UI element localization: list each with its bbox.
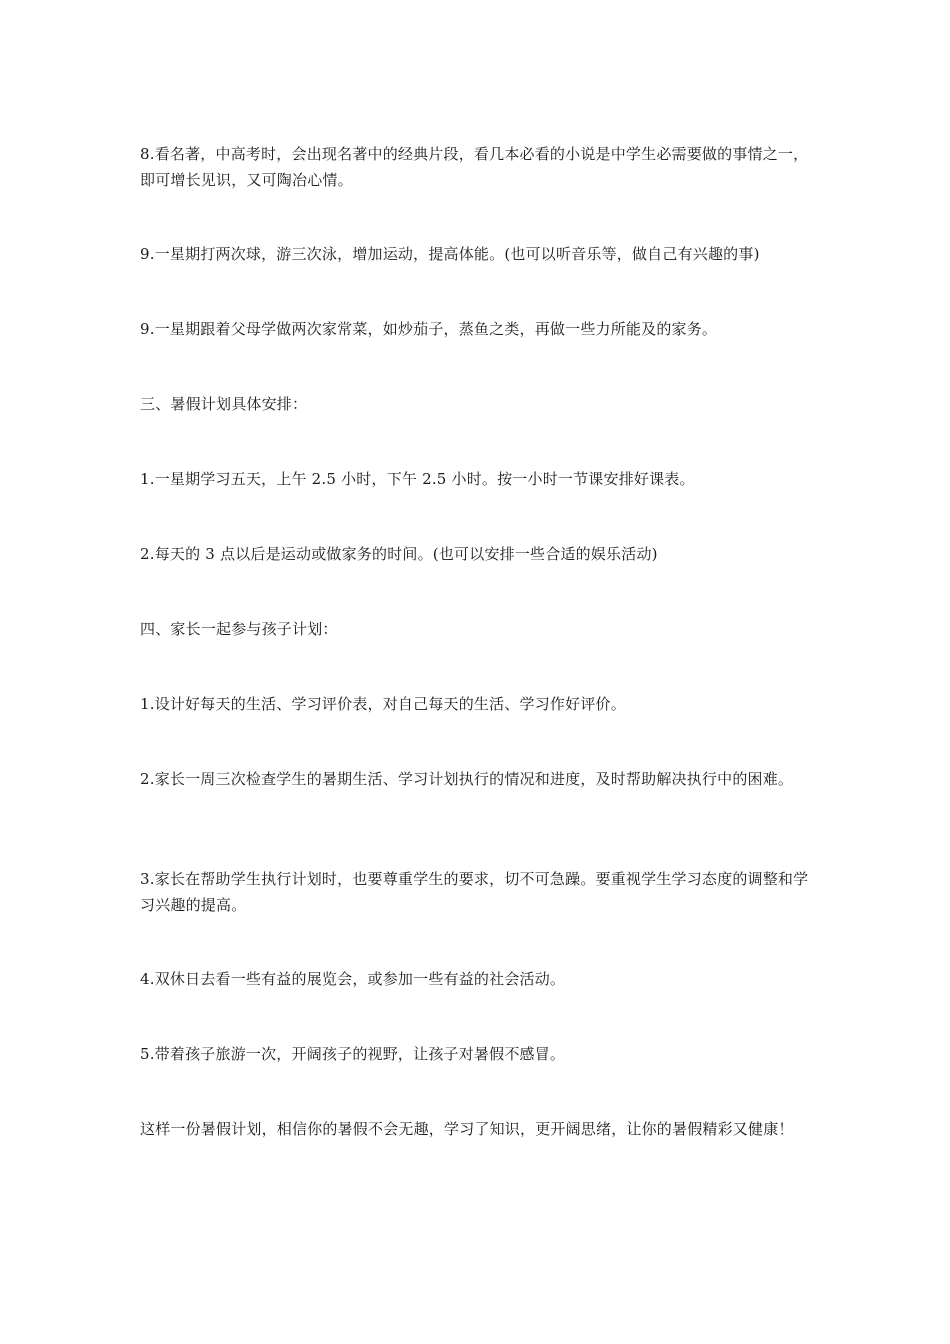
section-heading-schedule: 三、暑假计划具体安排：: [140, 395, 308, 413]
paragraph-study-days: 1.一星期学习五天，上午 2.5 小时，下午 2.5 小时。按一小时一节课安排好课表。: [140, 470, 695, 488]
paragraph-parent-checks: 2.家长一周三次检查学生的暑期生活、学习计划执行的情况和进度，及时帮助解决执行中的困难。: [140, 770, 794, 788]
paragraph-reading-classics: 8.看名著，中高考时，会出现名著中的经典片段，看几本必看的小说是中学生必需要做的事情之一，即可增长见识，又可陶冶心情。: [140, 145, 809, 189]
paragraph-travel: 5.带着孩子旅游一次，开阔孩子的视野，让孩子对暑假不感冒。: [140, 1045, 566, 1063]
section-heading-parents: 四、家长一起参与孩子计划：: [140, 620, 338, 638]
paragraph-sports: 9.一星期打两次球，游三次泳，增加运动，提高体能。(也可以听音乐等，做自己有兴趣的事): [140, 245, 760, 263]
document-page: [140, 0, 812, 1344]
paragraph-conclusion: 这样一份暑假计划，相信你的暑假不会无趣，学习了知识，更开阔思绪，让你的暑假精彩又健康！: [140, 1120, 794, 1138]
paragraph-evaluation-form: 1.设计好每天的生活、学习评价表，对自己每天的生活、学习作好评价。: [140, 695, 626, 713]
paragraph-respect-requests: 3.家长在帮助学生执行计划时，也要尊重学生的要求，切不可急躁。要重视学生学习态度的调整和学习兴趣的提高。: [140, 870, 809, 914]
paragraph-weekend-exhibitions: 4.双休日去看一些有益的展览会，或参加一些有益的社会活动。: [140, 970, 566, 988]
paragraph-afternoon-activities: 2.每天的 3 点以后是运动或做家务的时间。(也可以安排一些合适的娱乐活动): [140, 545, 658, 563]
paragraph-cooking: 9.一星期跟着父母学做两次家常菜，如炒茄子，蒸鱼之类，再做一些力所能及的家务。: [140, 320, 718, 338]
